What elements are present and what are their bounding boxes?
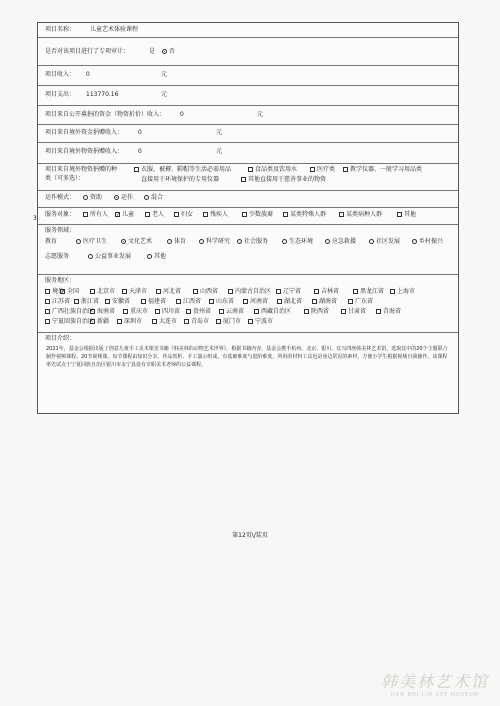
goods-type-option[interactable]: 食品类及饮用水 [248,166,297,174]
project-name-label: 项目名称： [45,26,76,33]
checkbox[interactable] [45,299,50,304]
service-target-option[interactable]: 残疾人 [203,211,228,219]
checkbox[interactable] [90,319,95,324]
service-field-option[interactable]: 公益事业发展 [88,253,131,261]
service-area-option[interactable]: 云南省 [219,308,244,316]
income-unit: 元 [161,71,168,78]
checkbox[interactable] [45,289,50,294]
service-target-option[interactable]: 所有人 [83,211,108,219]
checkbox[interactable] [219,309,224,314]
row-expense [38,85,458,106]
watermark-cn: 韩美林艺术馆 [380,672,489,691]
checkbox[interactable] [184,319,189,324]
checkbox[interactable] [243,299,248,304]
checkbox[interactable] [74,299,79,304]
row-service-targets [38,207,458,225]
service-area-option[interactable]: 福建省 [141,298,166,306]
service-area-option[interactable]: 江西省 [176,298,201,306]
service-area-option[interactable]: 宁夏回族自治区 [45,318,94,326]
row-audit [38,37,458,66]
expense-label: 项目支出： [45,91,76,98]
service-area-option[interactable]: 上海市 [390,288,415,296]
project-name-value: 儿童艺术体验课程 [90,26,139,33]
public-income-label: 项目来自公开募捐的资金（物资折价）收入： [45,111,166,118]
checkbox-checked[interactable] [60,289,65,294]
service-target-option-checked[interactable]: ✓ 儿童 [115,211,134,219]
audit-label: 是否对该项目进行了专项审计： [45,48,130,55]
row-project-intro [38,332,458,413]
checkbox[interactable] [90,309,95,314]
checkbox[interactable] [304,309,309,314]
radio[interactable] [369,239,374,244]
service-target-option[interactable]: 老人 [145,211,164,219]
checkbox[interactable] [216,319,221,324]
service-field-option[interactable]: 教育 [45,238,58,245]
annual-report-form [37,22,459,414]
service-area-option[interactable]: 广西壮族自治区 [45,308,94,316]
service-area-option[interactable]: 内蒙古自治区 [228,288,271,296]
checkbox-checked[interactable] [115,212,120,217]
checkbox[interactable] [314,289,319,294]
service-area-option[interactable]: 辽宁省 [276,288,301,296]
checkbox[interactable] [155,309,160,314]
checkbox[interactable] [283,212,288,217]
checkbox[interactable] [45,319,50,324]
service-area-option[interactable]: 厦门市 [216,318,241,326]
service-target-option[interactable]: 某类特殊人群 [283,211,326,219]
service-area-option[interactable]: 深圳市 [117,318,142,326]
watermark-en: HAN MEI LIN ART MUSEUM [390,692,480,698]
income-label: 项目收入： [45,71,76,78]
goods-types-label-2: 类（可多选）： [45,175,85,182]
service-area-option[interactable]: 新疆 [90,318,109,326]
service-area-option[interactable]: 西藏自治区 [254,308,291,316]
service-field-option[interactable]: 医疗卫生 [76,238,107,246]
service-target-option[interactable]: 少数族裔 [242,211,273,219]
radio[interactable] [282,239,287,244]
service-area-option[interactable]: 大连市 [152,318,177,326]
checkbox[interactable] [277,299,282,304]
checkbox[interactable] [254,309,259,314]
row-service-areas [38,274,458,333]
intro-text: 2021年，基金会根据出版了创意儿童手工美术课堂书籍《韩美林的动物艺术世界》，根据书籍内容，基金会携手杭州、北京、银川、宜兴四座韩美林艺术馆，选取其中的20个主题联合制作视频课程。20节视频课，每节课程由知识分享、作品赏析、手工演示组成，有基础难度与进阶难度，所用的材料工具也是身边常见的素材，方便小学生根据视频自我操作。该课程率先试点于宁夏回族自治区银川市永宁县设有专职美术老师的公益课程。 [46,346,448,368]
service-fields-label: 服务领域： [45,227,76,234]
checkbox[interactable] [193,289,198,294]
service-area-option[interactable]: 陕西省 [304,308,329,316]
radio[interactable] [88,254,93,259]
service-field-option[interactable]: 乡村振兴 [412,238,443,246]
watermark-logo [380,669,490,698]
checkbox[interactable] [310,167,315,172]
checkbox[interactable] [241,177,246,182]
radio-selected[interactable] [114,195,119,200]
checkbox[interactable] [134,167,139,172]
service-area-option[interactable]: 山西省 [193,288,218,296]
checkbox[interactable] [341,309,346,314]
row-foreign-goods-types [38,163,458,191]
radio[interactable] [237,239,242,244]
audit-yes[interactable]: 是 [149,48,156,55]
service-area-option[interactable]: 吉林省 [314,288,339,296]
service-area-option[interactable]: 宁波市 [248,318,273,326]
service-field-option[interactable]: 志愿服务 [45,253,70,260]
checkbox[interactable] [339,212,344,217]
service-area-option[interactable]: 黑龙江省 [353,288,384,296]
checkbox[interactable] [45,309,50,314]
checkbox[interactable] [397,212,402,217]
radio[interactable] [147,254,152,259]
service-field-option[interactable]: 社会服务 [237,238,268,246]
service-area-option[interactable]: 重庆市 [123,308,148,316]
checkbox[interactable] [83,212,88,217]
service-area-option[interactable]: 江苏省 [45,298,70,306]
service-area-option[interactable]: 贵州省 [186,308,211,316]
checkbox[interactable] [248,319,253,324]
audit-no[interactable]: 否 [162,48,175,56]
checkbox[interactable] [248,167,253,172]
public-income-unit: 元 [257,111,264,118]
service-area-option-checked[interactable]: ✓ 全国 [60,288,79,296]
checkbox[interactable] [228,289,233,294]
service-area-option[interactable]: 安徽省 [105,298,130,306]
checkbox[interactable] [390,289,395,294]
checkbox[interactable] [105,299,110,304]
intro-label: 项目介绍： [45,335,76,342]
service-area-option[interactable]: 海南省 [90,308,115,316]
checkbox[interactable] [203,212,208,217]
radio[interactable] [325,239,330,244]
checkbox[interactable] [122,289,127,294]
service-target-option[interactable]: 其他 [397,211,416,219]
goods-type-option[interactable]: 其他直接用于慈善事业的物资 [241,176,326,184]
income-value: 0 [86,71,90,78]
checkbox[interactable] [141,299,146,304]
checkbox[interactable] [145,212,150,217]
checkbox[interactable] [176,299,181,304]
radio[interactable] [412,239,417,244]
service-target-option[interactable]: 某类病种人群 [339,211,382,219]
foreign-income-unit: 元 [216,129,223,136]
checkbox[interactable] [123,309,128,314]
checkbox[interactable] [209,299,214,304]
checkbox[interactable] [90,289,95,294]
foreign-goods-income-unit: 元 [216,148,223,155]
expense-unit: 元 [161,91,168,98]
goods-types-label-1: 项目来自境外物资捐赠的种 [45,166,118,173]
service-target-option[interactable]: 妇女 [174,211,193,219]
radio[interactable] [76,239,81,244]
service-area-option[interactable]: 山东省 [209,298,234,306]
operation-mode-option-selected[interactable]: 运作 [114,194,133,202]
public-income-value: 0 [180,111,184,118]
checkbox[interactable] [152,319,157,324]
margin-mark: 3 [33,215,37,222]
service-field-option[interactable]: 生态环境 [282,238,313,246]
goods-type-option[interactable]: 医疗类 [310,166,335,174]
radio[interactable] [199,239,204,244]
service-area-option[interactable]: 广东省 [348,298,373,306]
service-area-option[interactable]: 湖南省 [312,298,337,306]
foreign-goods-income-label: 项目来自境外物资捐赠收入： [45,148,124,155]
row-foreign-goods-income [38,142,458,164]
row-foreign-income [38,124,458,143]
service-targets-label: 服务对象： [45,211,76,218]
service-area-option[interactable]: 青海省 [376,308,401,316]
service-areas-label: 服务地区： [45,277,76,284]
radio-selected[interactable] [121,239,126,244]
goods-type-option[interactable]: 衣服、被褥、鞋帽等生活必需用品 [134,166,231,174]
foreign-goods-income-value: 0 [138,148,142,155]
operation-mode-option[interactable]: 混合 [144,194,163,202]
audit-no-radio[interactable] [162,49,167,54]
service-area-option[interactable]: 河北省 [156,288,181,296]
checkbox[interactable] [156,289,161,294]
row-service-fields [38,224,458,275]
checkbox[interactable] [353,289,358,294]
service-field-option[interactable]: 体育 [167,238,186,246]
service-field-option[interactable]: 社区发展 [369,238,400,246]
checkbox[interactable] [186,309,191,314]
row-income [38,65,458,86]
service-area-option[interactable]: 甘肃省 [341,308,366,316]
foreign-income-value: 0 [138,129,142,136]
service-area-option[interactable]: 天津市 [122,288,147,296]
checkbox[interactable] [117,319,122,324]
checkbox[interactable] [376,309,381,314]
service-field-option[interactable]: 科学研究 [199,238,230,246]
service-area-option[interactable]: 浙江省 [74,298,99,306]
service-area-option[interactable]: 河南省 [243,298,268,306]
checkbox[interactable] [343,167,348,172]
service-field-option[interactable]: 其他 [147,253,166,261]
service-area-option[interactable]: 四川省 [155,308,180,316]
checkbox[interactable] [174,212,179,217]
foreign-income-label: 项目来自境外资金捐赠收入： [45,129,124,136]
operation-mode-option[interactable]: 资助 [83,194,102,202]
service-field-option[interactable]: 应急救援 [325,238,356,246]
service-area-option[interactable]: 湖北省 [277,298,302,306]
goods-type-option[interactable]: 教学仪器、一般学习用品类 [343,166,422,174]
checkbox[interactable] [242,212,247,217]
operation-mode-label: 运作模式： [45,194,76,201]
radio[interactable] [167,239,172,244]
checkbox[interactable] [276,289,281,294]
page-number: 第12页\/装页 [232,532,268,539]
checkbox[interactable] [348,299,353,304]
row-operation-mode [38,190,458,208]
expense-value: 113770.16 [86,91,119,98]
checkbox[interactable] [312,299,317,304]
row-public-income [38,105,458,125]
service-area-option[interactable]: 青岛市 [184,318,209,326]
goods-type-option[interactable]: 直接用于环境保护的专用仪器 [141,176,220,183]
radio[interactable] [144,195,149,200]
radio[interactable] [83,195,88,200]
row-project-name [38,23,458,38]
service-area-option[interactable]: 境外 [45,288,64,296]
service-area-option[interactable]: 北京市 [90,288,115,296]
service-field-option-selected[interactable]: 文化艺术 [121,238,152,246]
